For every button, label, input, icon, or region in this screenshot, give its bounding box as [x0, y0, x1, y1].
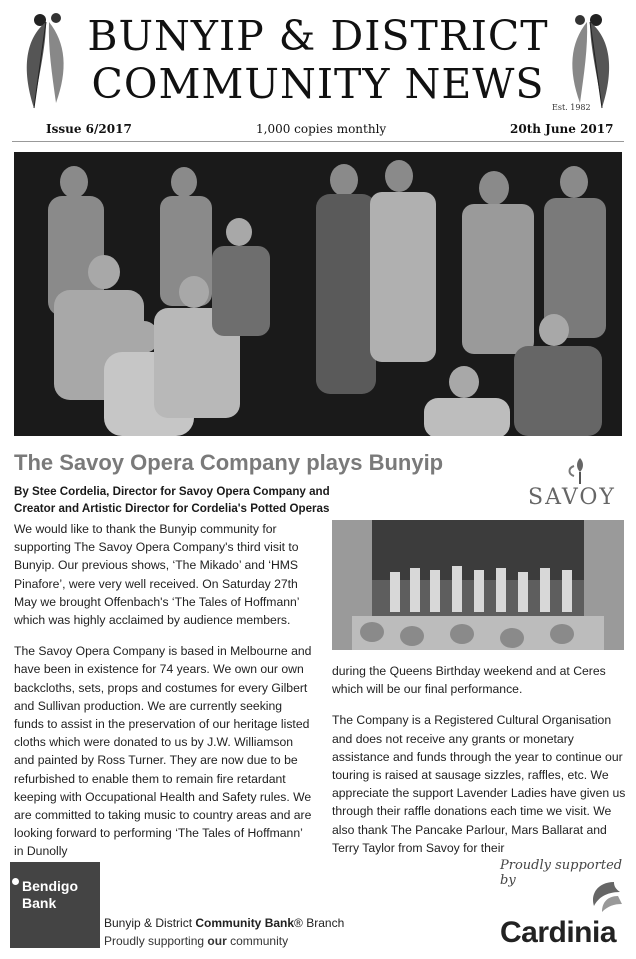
performance-photo — [332, 520, 624, 650]
article-paragraph: We would like to thank the Bunyip community for supporting The Savoy Opera Company's third visit to Bunyip. Our previous shows, ‘The Mikado’ and ‘HMS Pinafore’, were very well received. On Saturday 27th May we brought Offenbach's ‘The Tales of Hoffmann’ which was highly acclaimed by audience members. — [14, 522, 300, 628]
savoy-logo-text: SAVOY — [528, 485, 616, 510]
issue-number: Issue 6/2017 — [46, 122, 132, 136]
gumleaf-emblem-right — [560, 8, 620, 113]
masthead-title-line2: COMMUNITY NEWS — [91, 60, 545, 108]
cast-silhouettes — [14, 152, 622, 436]
circulation-note: 1,000 copies monthly — [256, 122, 387, 136]
savoy-logo — [520, 452, 624, 510]
article-paragraph: The Savoy Opera Company is based in Melbourne and have been in existence for 74 years. We own our own backcloths, sets, props and costumes for every Gilbert and Sullivan production. We are currently seeking funds to assist in the preservation of our heritage listed cloths which were donated to us by J.W. Williamson and painted by Ross Turner. They are now due to be refurbished to enable them to remain fire retardant keeping with Occupational Health and Safety rules. We are committed to taking music to country areas and are looking forward to performing ‘The Tales of Hoffmann’ in Dunolly — [14, 644, 312, 859]
article-column-left — [14, 520, 312, 874]
masthead-title-line1: BUNYIP & DISTRICT — [87, 12, 549, 60]
bank-name-line1: Bendigo — [22, 878, 78, 894]
article-column-right — [332, 662, 630, 870]
masthead-divider — [12, 141, 624, 142]
gumleaf-emblem-left — [16, 8, 76, 113]
established-note: Est. 1982 — [552, 103, 591, 112]
cardinia-wordmark: Cardinia — [500, 916, 617, 949]
article-paragraph: The Company is a Registered Cultural Organisation and does not receive any grants or monetary assistance and funds through the year to continue our touring is raised at sausage sizzles, raffles, etc. We appreciate the support Lavender Ladies have given us through their raffle donations each time we visit. We also thank The Pancake Parlour, Mars Ballarat and Terry Taylor from Savoy for their — [332, 713, 626, 855]
masthead — [0, 0, 636, 142]
issue-date: 20th June 2017 — [510, 122, 614, 136]
supported-by-label: Proudly supported by — [500, 858, 623, 888]
branch-name: Bunyip & District Community Bank® Branch — [104, 916, 345, 930]
cardinia-swirl-icon — [584, 878, 626, 918]
bank-dot-icon — [12, 878, 19, 885]
branch-tagline: Proudly supporting our community — [104, 934, 289, 948]
bank-name-line2: Bank — [22, 895, 57, 911]
article-paragraph: during the Queens Birthday weekend and at Ceres which will be our final performance. — [332, 664, 606, 697]
hero-stage-photo — [14, 152, 622, 436]
bendigo-bank-logo — [10, 862, 100, 948]
article-headline: The Savoy Opera Company plays Bunyip — [14, 450, 444, 475]
article-byline: By Stee Cordelia, Director for Savoy Opera Company and Creator and Artistic Director for Cordelia's Potted Operas — [14, 485, 330, 515]
